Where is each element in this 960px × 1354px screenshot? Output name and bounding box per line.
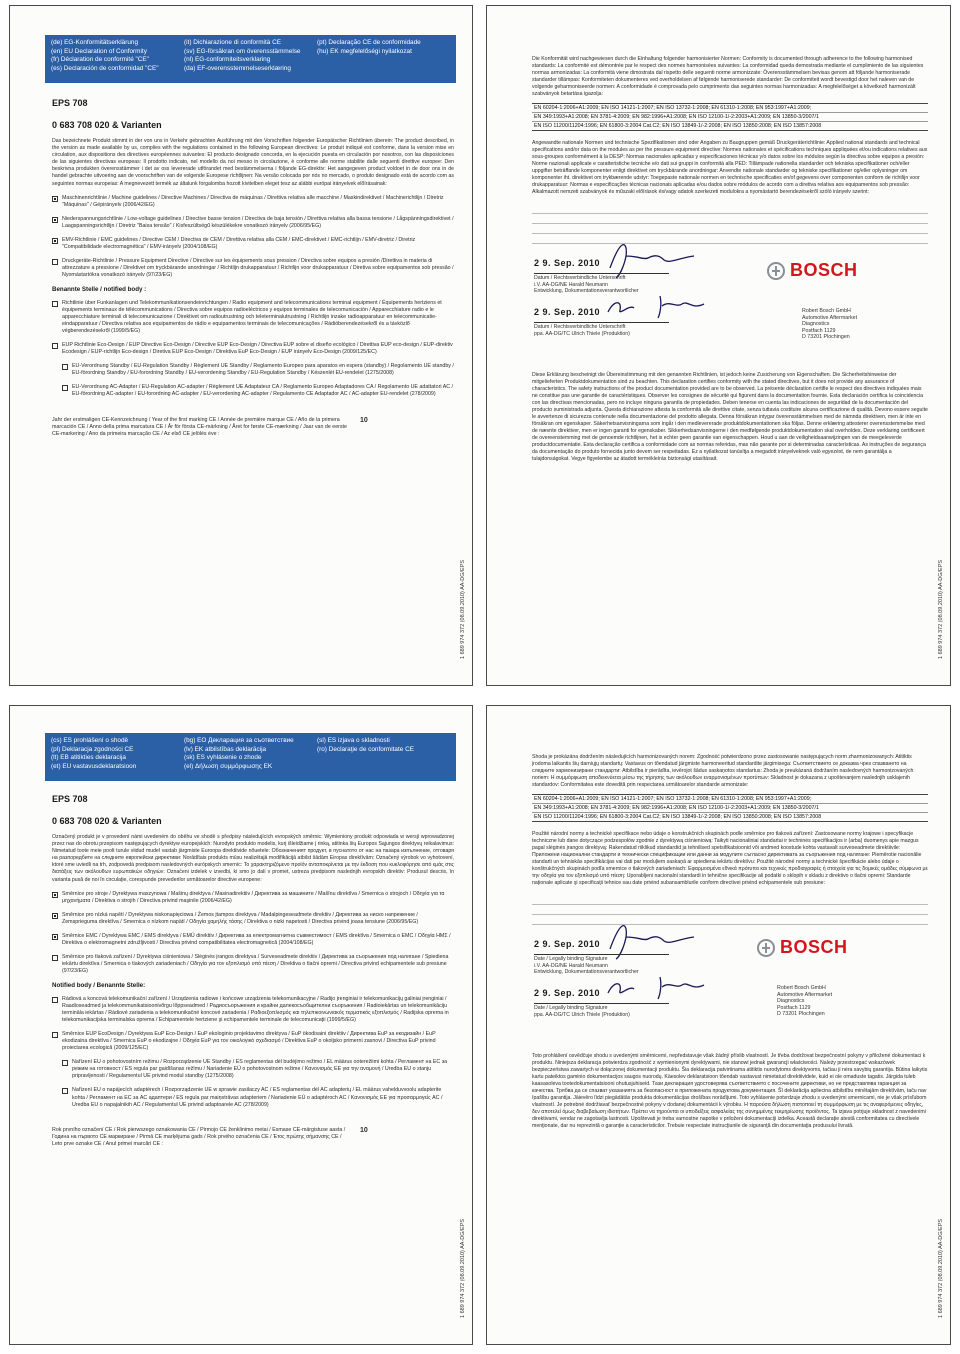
directive-item — [52, 216, 454, 230]
bosch-armature-icon — [767, 262, 785, 280]
checkbox-icon — [62, 1060, 68, 1066]
product-number-title: 0 683 708 020 & Varianten — [52, 816, 162, 826]
blank-line — [532, 204, 928, 214]
checkbox-icon — [52, 259, 58, 265]
first-marking-year-label: Jahr der erstmaligen CE-Kennzeichnung / Year of the first marking CE / Année de première marque CE / Año de la primera marcación CE / Anno della prima marcatura CE / År för första CE-märkning / Året for første CE-mærkning / Jaar van de eerste CE-markering / Ano da primeira marcação CE / Az első CE jelölés éve : — [52, 416, 347, 437]
bosch-logo — [767, 260, 858, 281]
banner-line: (pt) Declaração CE de conformidade — [317, 39, 421, 46]
directive-item — [62, 1059, 454, 1080]
banner-column-1 — [51, 737, 184, 777]
directive-text: Směrnice EUP EcoDesign / Dyrektywa EuP Eco-Design / EuP ekologinio projektavimo direktyva / EuP ökodisaini direktiiv / Директива EuP за екодизайн / EuP ekodizaina direktīva / Smernica EuP o ekodizajne / Οδηγία EuP για τον οικολογικό σχεδιασμό / Direktiva EuP o okoljsko primerni zasnovi / Directiva EuP privind proiectarea ecologică (2009/125/EC) — [62, 1030, 436, 1052]
blank-entry-lines — [532, 204, 928, 244]
document-code-text: 1 689 974 372 (08.09.2010) AA-DG/EPS — [938, 559, 944, 659]
checkbox-icon — [52, 196, 58, 202]
directive-item — [52, 258, 454, 279]
signature-block — [532, 933, 928, 1053]
declaration-page-2 — [486, 5, 951, 686]
disclaimer-paragraph: Diese Erklärung bescheinigt die Übereinstimmung mit den genannten Richtlinien, ist jedoch keine Zusicherung von Eigenschaften. Die Sicherheitshinweise der mitgelieferten Produktdokumentation sind zu beachten. This declaration certifies conformity with the stated directives, but it does not provide any assurance of characteristics. The safety instructions of the product documentation provided are to be observed. La présente déclaration certifie le respect des directives indiquées mais ne constitue pas une garantie de caractéristiques. Observer les consignes de sécurité qui figurent dans la documentation fournie. Esta declaración certifica la coincidencia con las directivas mencionadas, pero no incluye ninguna garantía de propiedades. Deben tenerse en cuenta las indicaciones de seguridad de la documentación del producto suministrada adjunta. Questa dichiarazione attesta la conformità alle direttive citate, senza tuttavia costituire alcuna certificazione di qualità. Devono essere seguite le avvertenze di sicurezza contenute nella documentazione del prodotto allegata. Denna försäkran intygar överensstämmelsen med de nämnda direktiven, men är inte en försäkran om egenskaper. Säkerhetsanvisningarna som ingår i den medlevererade produktdokumentationen ska följas. Denne erklæring attesterer overensstemmelse med de nævnte direktiver, men er ingen garanti for egenskaber. Sikkerhedsanvisningerne i den medfølgende produktdokumentation skal overholdes. Deze verklaring certificeert de overeenstemming met de genoemde richtlijnen, het is echter geen garantie van eigenschappen. Houd u aan de veiligheidsaanwijzingen van de meegeleverde productdocumentatie. Esta declaração certifica a conformidade com as normas referidas, mas não garante por si determinadas características. As instruções de segurança da documentação do produto fornecida junto devem ser respeitadas. Ez a nyilatkozat tanúsítja a megadott irányelveknek való egyezést, de nem garantálja a tulajdonságokat. Vegye figyelembe az átadott termékleírás biztonsági utasításait. — [532, 372, 928, 462]
national-standards-paragraph: Angewandte nationale Normen und technische Spezifikationen sind oder Angaben zu Baugruppen gemäß Druckgeräterichtlinie: Applied national standards and technical specifications and/or data on the modules as per the pressure equipment directive: Normes nationales et spécifications techniques appliquées et/ou indications relatives aux sous-groupes conformément à la DESP: Normas nacionales aplicadas y especificaciones técnicas y/o datos sobre los módulos según la directiva sobre equipos a presión: Norme nazionali applicate e caratteristiche tecniche e/o dati sui gruppi in conformità alla PED: Tillämpade nationella standarder och tekniska specifikationer och/eller uppgifter beträffande komponenter enligt direktivet om tryckbärande anordningar: Anvendte nationale standarder og tekniske specifikationer og/eller oplysninger om komponenter iht. direktivet om trykbærende udstyr: Toegepaste nationale normen en technische specificaties en/of gegevens over componenten conform de richtlijn voor drukapparatuur: Normas e especificações técnicas nacionais aplicadas e/ou dados sobre módulos de acordo com a diretiva relativa aos equipamentos sob pressão: Alkalmazott nemzeti szabványok és műszaki előírások és/vagy adatok szerkezeti modulokra a nyomástartó berendezésekről szóló irányelv szerint: — [532, 140, 928, 195]
signature-date-2: 2 9. Sep. 2010 — [534, 988, 601, 998]
declaration-page-4 — [486, 705, 951, 1345]
banner-line: (pl) Deklaracja zgodności CE — [51, 745, 134, 753]
standards-body — [532, 754, 928, 1324]
banner-line: (hu) EK megfelelőségi nyilatkozat — [317, 47, 412, 55]
caption-line: i.V. AA-DG/NE Harald Neumann — [534, 962, 608, 969]
directive-text: Richtlinie über Funkanlagen und Telekommunikationsendeinrichtungen / Radio equipment and telecommunications terminal equipment / Équipements hertziens et équipements terminaux de télécommunications / Directiva sobre equipos radioeléctricos y equipos terminales de telecomunicación / Apparecchiature radio e le apparecchiature terminali di telecomunicazione / Direktivet om radioutrustning och teleterminalutrustning / Richtlijn inzake radioapparatuur en telecommunicatie-eindapparatuur / Directiva relativa aos equipamentos de rádio e equipamentos terminais de telecomunicações / Rádióberendezésekről és a távközlő végberendezésekről (1999/5/EG) — [62, 299, 442, 334]
signature-block — [532, 252, 928, 372]
blank-line — [532, 915, 928, 925]
directive-text: Maschinenrichtlinie / Machine guidelines / Directive Machines / Directiva de máquinas / Direttiva relativa alle macchine / Maskindirektivet / Machinerichtlijn / Diretriz "Máquinas" / Gépirányelv (2006/42/EG) — [62, 194, 444, 208]
address-line: Robert Bosch GmbH — [777, 985, 826, 991]
banner-line: (fr) Déclaration de conformité "CE" — [51, 56, 149, 64]
product-model-title: EPS 708 — [52, 794, 88, 804]
declaration-page-3 — [9, 705, 473, 1345]
signature-caption-2 — [534, 1003, 669, 1018]
first-marking-year-row — [52, 417, 454, 438]
address-line: Diagnostics — [777, 998, 805, 1005]
standards-body — [532, 56, 928, 665]
banner-line: (bg) ЕО Декларация за съответствие — [184, 737, 294, 744]
checkbox-icon — [52, 343, 58, 349]
address-line: Postfach 1129 — [802, 327, 836, 334]
caption-line: Entwicklung, Dokumentationsverantwortlicher — [534, 288, 639, 294]
document-code — [934, 419, 944, 659]
blank-line — [532, 214, 928, 224]
banner-line: (lv) EK atbilstības deklarācija — [184, 745, 267, 753]
caption-line: Date / Legally binding Signature — [534, 956, 608, 962]
checkbox-icon — [52, 934, 58, 940]
product-number-title: 0 683 708 020 & Varianten — [52, 120, 162, 130]
standards-row: EN 60204-1:2006+A1:2009; EN ISO 14121-1:2007; EN ISO 13732-1:2008; EN 61310-1:2008; EN 953:1997+A1:2009; — [532, 795, 928, 804]
bosch-wordmark: BOSCH — [790, 260, 858, 280]
first-marking-year-label: Rok prvního označení CE / Rok pierwszego oznakowania CE / Pirmojo CE ženklinimo metai / Esmase CE-märgistuse aasta / Година на първото CE маркиране / Pirmā CE marķējuma gads / Rok prvého označenia CE / Έτος πρώτης σήμανσης CE / Leto prve oznake CE / Anul primei marcări CE : — [52, 1126, 346, 1147]
directive-text: Druckgeräte-Richtlinie / Pressure Equipment Directive / Directive sur les équipements sous pression / Directiva sobre equipos a presión /Direttiva in materia di attrezzature a pressione / Direktivet om tryckbärande anordningar / Richtlijn drukapparatuur / Richtlijn voor drukapparatuur / Diretiva sobre equipamentos sob pressão / Nyomástartókra vonatkozó irányelv (97/23/EG) — [62, 258, 454, 279]
caption-line: ppa. AA-DG/TC Ulrich Thiele (Produktion) — [534, 330, 630, 337]
banner-line: (it) Dichiarazione di conformità CE — [184, 39, 281, 46]
document-code-text: 1 689 974 372 (08.09.2010) AA-DG/EPS — [460, 559, 466, 659]
address-line: Automotive Aftermarket — [802, 314, 858, 321]
signature-2-icon — [604, 971, 714, 1001]
standards-intro-paragraph: Shoda je prokázána dodržením následujících harmonizovaných norem: Zgodność potwierdzono przez zastosowanie następujących norm zharmonizowanych: Atitiktis įrodoma laikantis šių darniųjų standartų: Vastavus on tõendatud järgmiste harmoneeritud standardite järgimisega: Съответствието се доказва чрез спазването на следните хармонизирани стандарти: Atbilstība ir pierādīta, ievērojot šādus saskaņotos standartus: Zhoda je preukázaná dodržaním nasledovných harmonizovaných noriem: Η συμμόρφωση αποδεικνύεται μέσω της τήρησης των ακόλουθων εναρμονισμένων προτύπων: Skladnost je dokazana z upoštevanjem naslednjih usklajenih standardov: Conformitatea este dovedită prin respectarea următoarelor standarde armonizate: — [532, 754, 914, 788]
bosch-wordmark: BOSCH — [780, 937, 848, 957]
directive-text: EU-Verordnung AC-Adapter / EU-Regulation AC-adapter / Règlement UE Adaptateur CA / Reglamento Europeo Adaptadores CA / Regolamento UE adattatori AC / EU-förordning AC-adapter / EU-forordning AC-adapter / EU-verordening AC-adapter / Regulamento CE Adaptador AC / AC-adapter EU-rendelet (278/2009) — [72, 384, 454, 398]
standards-row: EN ISO 11200/11204:1996; EN 61800-3:2004 Cat.C2; EN ISO 13849-1/-2:2008; EN ISO 13850:2008; EN ISO 13857:2008 — [534, 814, 822, 820]
national-standards-paragraph: Použité národní normy a technické specifikace nebo údaje o konstrukčních skupinách podle směrnice pro tlaková zařízení: Zastosowane normy krajowe i specyfikacje techniczne lub dane dotyczące podzespołów zgodnie z dyrektywą ciśnieniową: Taikyti nacionaliniai standartai ir techninės specifikacijos ir (arba) duomenys apie mazgus pagal slėginės įrangos direktyvą: Rakendatud riiklikud standardid ja tehnilised spetsifikatsioonid või andmed koostude kohta vastavalt surveseadmete direktiivile: Приложени национални стандарти и технически спецификации или данни за модулите съгласно директивата за съоръжения под налягане: Piemērotie nacionālie standarti un tehniskās specifikācijas vai dati par moduļiem saskaņā ar spiediena iekārtu direktīvu: Použité národné normy a technické špecifikácie alebo údaje o konštrukčných skupinách podľa smernice o tlakových zariadeniach: Εφαρμοσμένα εθνικά πρότυπα και τεχνικές προδιαγραφές ή στοιχεία για τις δομικές ομάδες σύμφωνα με την οδηγία για τον εξοπλισμό υπό πίεση: Uporabljeni nacionalni standardi in tehnične specifikacije ali podatki o sklopih v skladu z direktivo o tlačni opremi: Standarde naţionale aplicate şi specificaţii tehnice sau date privind subansamblurile conform directivei privind echipamentele sub presiune: — [532, 831, 928, 886]
blank-entry-lines — [532, 895, 928, 925]
directive-item — [52, 996, 454, 1024]
blank-line — [532, 234, 928, 244]
banner-column-1 — [51, 39, 184, 79]
directive-text: EUP Richtlinie Eco-Design / EUP Directive Eco-Design / Directive EUP Eco-Design / Directiva EUP sobre el diseño ecológico / Direttiva EUP eco-design / EUP-direktiv Ecodesign / EUP-richtlijn Eco-design / Diretiva EUP Eco-Design / Direktiva EuP Eco-Design / EUP irányelv Eco-Design (2009/125/EC) — [62, 341, 453, 356]
signature-date-2: 2 9. Sep. 2010 — [534, 307, 601, 317]
bosch-armature-icon — [757, 939, 775, 957]
checkbox-icon — [52, 913, 58, 919]
banner-line: (sk) ES vyhlásenie o zhode — [184, 754, 262, 762]
address-line: Diagnostics — [802, 321, 830, 328]
caption-line: Entwicklung, Dokumentationsverantwortlicher — [534, 969, 639, 975]
language-header-banner — [45, 35, 456, 83]
notified-body-label: Notified body / Benannte Stelle: — [52, 981, 146, 989]
document-code — [934, 1078, 944, 1318]
notified-body-label: Benannte Stelle / notified body : — [52, 285, 147, 293]
company-address — [802, 308, 857, 341]
checkbox-icon — [52, 217, 58, 223]
banner-column-2 — [184, 737, 317, 777]
checkbox-icon — [62, 364, 68, 370]
first-marking-year-value: 10 — [360, 416, 368, 424]
banner-column-3 — [317, 39, 450, 79]
caption-line: i.V. AA-DG/NE Harald Neumann — [534, 281, 608, 288]
intro-paragraph: Označený produkt je v provedení námi uvedeném do oběhu ve shodě s předpisy následujících evropských směrnic: Wymieniony produkt odpowiada w wersji wprowadzonej przez nas do obrotu przepisom następujących dyrektyw europejskich: Nurodyto produkto modelis, kurį išleidžiame į rinką, atitinka šių Europos Sąjungos direktyvų reikalavimus: Nimetatud toote meie poolt turule viidud mudel vastab järgmiste Euroopa direktiivide nõuetele: Обозначеният продукт, в пуснатото от нас на пазара изпълнение, отговаря на разпоредбите на следните европейски директиви: Norādītais produkts mūsu realizētajā modifikācijā atbilst šādām Eiropas direktīvām: Označený výrobok vo vyhotovení, ktoré sme uviedli na trh, zodpovedá predpisom nasledovných európskych smerníc: Το χαρακτηριζόμενο προϊόν ανταποκρίνεται με την έκδοση που κυκλοφόρησε από εμάς στις διατάξεις των ακόλουθων ευρωπαϊκών οδηγιών: Označeni izdelek v izvedbi, ki smo jo dali v promet, ustreza predpisom naslednjih evropskih direktiv: Produsul descris, în varianta pusă de noi în circulaţie, corespunde prevederilor următoarelor directive europene: — [52, 834, 454, 883]
standards-row: EN 60204-1:2006+A1:2009; EN ISO 14121-1:2007; EN ISO 13732-1:2008; EN 61310-1:2008; EN 953:1997+A1:2009; — [532, 104, 928, 113]
checkbox-icon — [62, 385, 68, 391]
first-marking-year-value: 10 — [360, 1126, 368, 1134]
directive-text: Směrnice pro tlaková zařízení / Dyrektywa ciśnieniowa / Slėginės įrangos direktyva / Surveseadmete direktiiv / Директива за съоръжения под налягане / Spiediena iekārtu direktīva / Smernica o tlakových zariadeniach / Οδηγία για τον εξοπλισμό υπό πίεση / Direktiva o tlačni opremi / Directiva privind echipamentele sub presiune (97/23/EG) — [62, 954, 449, 975]
caption-line: ppa. AA-DG/TC Ulrich Thiele (Produktion) — [534, 1011, 630, 1018]
banner-line: (cs) ES prohlášení o shodě — [51, 737, 129, 744]
caption-line: Datum / Rechtsverbindliche Unterschrift — [534, 324, 626, 330]
banner-column-2 — [184, 39, 317, 79]
directive-item — [52, 342, 454, 356]
banner-line: (en) EU Declaration of Conformity — [51, 47, 147, 55]
banner-line: (nl) EG-conformiteitsverklaring — [184, 56, 271, 64]
directive-item — [52, 933, 454, 947]
standards-row: EN 349:1993+A1:2008; EN 3781-4:2009; EN 982:1996+A1:2008; EN ISO 12100-1/-2:2003+A1:2009; EN 13850-3/2007/1 — [532, 113, 928, 122]
directive-text: Nařízení EU o pohotovostním režimu / Rozporządzenie UE Standby / ES reglamentas dėl budėjimo režimo / EL määrus ooterežiimi kohta / Регламент на ЕС за режим на готовност / ES regula par gaidīšanas režīmu / Nariadenie EÚ o pohotovostnom režime / Κανονισμός ΕΕ για την αναμονή / Uredba EU o stanju pripravljenosti / Regulamentul UE privind modul standby (1275/2008) — [72, 1059, 448, 1080]
document-code-text: 1 689 974 372 (08.09.2010) AA-DG/EPS — [460, 1218, 466, 1318]
document-code — [456, 1078, 466, 1318]
address-line: D 73201 Plochingen — [802, 334, 850, 341]
address-line: Postfach 1129 — [777, 1004, 811, 1011]
blank-line — [532, 895, 928, 905]
directive-text: EU-Verordnung Standby / EU-Regulation Standby / Règlement UE Standby / Reglamento Europeo para aparatos en espera (standby) / Regolamento UE standby / EU-förordning Standby / EU-forordning Standby / EU-verordening Standby / EU-Regulation Standby / Készenlét EU-rendelet (1275/2008) — [72, 363, 454, 377]
directive-item — [52, 237, 454, 251]
directive-item — [52, 300, 454, 335]
banner-line: (ro) Declaraţie de conformitate CE — [317, 745, 414, 753]
directive-text: Směrnice pro nízká napětí / Dyrektywa niskonapięciowa / Žemos įtampos direktyva / Madalpingeseadmete direktiiv / Директива за ниско напрежение / Zemsprieguma direktīva / Smernica o nízkom napätí / Οδηγία χαμηλής τάσης / Direktiva o nizki napetosti / Directiva privind joasa tensiune (2006/95/EG) — [62, 911, 419, 925]
checkbox-icon — [52, 892, 58, 898]
banner-line: (de) EG-Konformitätserklärung — [51, 39, 139, 46]
directive-text: Niederspannungsrichtlinie / Low-voltage guidelines / Directive basse tension / Directiva de baja tensión / Direttiva relativa alla bassa tensione / Lågspänningsdirektivet / Laagspanningsrichtlijn / Diretriz "Baixa tensão" / Kisfeszültségű készülékekre vonatkozó irányelv (2006/95/EG) — [62, 215, 454, 229]
blank-line — [532, 224, 928, 234]
standards-row: EN ISO 11200/11204:1996; EN 61800-3:2004 Cat.C2; EN ISO 13849-1/-2:2008; EN ISO 13850:2008; EN ISO 13857:2008 — [534, 123, 822, 129]
blank-line — [532, 905, 928, 915]
directive-item — [62, 1087, 454, 1108]
address-line: D 73201 Plochingen — [777, 1011, 825, 1018]
checkbox-icon — [52, 301, 58, 307]
standards-intro-paragraph: Die Konformität wird nachgewiesen durch die Einhaltung folgender harmonisierter Normen: Conformity is documented through adherence to the following harmonised standards: La conformité est démontrée par le respect des normes harmonisées suivantes: La conformidad queda demostrada mediante el cumplimiento de las siguientes normas armonizadas: La conformità viene dimostrata dal rispetto delle seguenti norme armonizzate: Överensstämmelsen bevisas genom att följande harmoniserade standarder tillämpas: Konformiteten dokumenteres ved overholdelsen af følgende harmoniserede standarder: De conformiteit wordt bevestigd door het naleven van de volgende geharmoniseerde normen: A conformidade é comprovada pelo cumprimento das seguintes normas harmonizadas: A megfelelőséget a következő harmonizált szabványok betartása igazolja: — [532, 56, 924, 97]
directive-text: Rádiová a koncová telekomunikační zařízení / Urządzenia radiowe i końcowe urządzenia telekomunikacyjne / Radijo įrenginiai ir telekomunikacijų galiniai įrenginiai / Raadioseadmed ja telekommunikatsioonivõrgu lõppseadmed / Радиосъоръжения и крайни далекосъобщителни съоръжения / Radioiekārtas un telekomunikāciju termināla iekārtas / Rádiové zariadenia a telekomunikačné koncové zariadenia / Ραδιοεξοπλισμός και τηλεπικοινωνιακός τερματικός εξοπλισμός / Radijska oprema in telekomunikacijska terminalska oprema / Echipamentele hertziene şi echipamentele terminale de telecomunicaţii (1999/5/EG) — [62, 995, 449, 1023]
checkbox-icon — [52, 955, 58, 961]
intro-paragraph: Das bezeichnete Produkt stimmt in der von uns in Verkehr gebrachten Ausführung mit den Vorschriften folgender Europäischer Richtlinien überein: The product described, in the version as made available by us, complies with the regulations contained in the following European directives: Le produit indiqué est conforme, dans la version mise en circulation, aux dispositions des directives européennes suivantes: El producto designado concorda, en la ejecución puesta en circulación por nosotros, con las disposiciones de las siguientes directivas europeas: Il prodotto indicato, nel modello da noi messo in circolazione, è conforme alle norme stabilite dalle seguenti direttive europee: Den beskrivna produkten överensstämmer i det av oss levererade utförandet med bestämmelserna i följande EG-direktiv: Het aangegeven product voldoet in de door ons in de handel gebrachte uitvoering aan de voorschriften van de volgende Europese richtlijnen: Na versão colocada por nós no mercado, o produto designado está de acordo com as seguintes normas europeias: A megnevezett termék az általunk forgalomba hozott kivitelben eleget tesz az alábbi európai irányelvek előírásainak: — [52, 138, 454, 187]
banner-line: (sl) ES izjava o skladnosti — [317, 737, 390, 744]
directive-item — [52, 954, 454, 975]
checkbox-icon — [52, 1032, 58, 1038]
directive-text: Směrnice pro stroje / Dyrektywa maszynowa / Mašinų direktyva / Masinadirektiiv / Директива за машините / Mašīnu direktīva / Smernica o strojoch / Οδηγία για τα μηχανήματα / Direktiva o strojih / Directiva privind maşinile (2006/42/EG) — [62, 890, 445, 904]
address-line: Automotive Aftermarket — [777, 991, 833, 998]
checkbox-icon — [62, 1088, 68, 1094]
directive-text: EMV-Richtlinie / EMC guidelines / Directive CEM / Directiva de CEM / Direttiva relativa alla CEM / EMC-direktivet / EMC-richtlijn / EMV-diretriz / Diretriz "Compatibilidade electromagnética" / EMV-irányelv (2004/108/EG) — [62, 237, 416, 251]
declaration-body — [52, 790, 454, 1316]
document-code — [456, 419, 466, 659]
banner-line: (et) EÜ vastavusdeklaratsioon — [51, 762, 137, 770]
signature-caption-2 — [534, 322, 669, 337]
standards-table — [532, 794, 928, 822]
caption-line: Datum / Rechtsverbindliche Unterschrift — [534, 275, 626, 281]
address-line: Robert Bosch GmbH — [802, 308, 851, 314]
checkbox-icon — [52, 238, 58, 244]
banner-line: (es) Declaración de conformidad "CE" — [51, 64, 159, 72]
directive-item — [52, 1031, 454, 1052]
directive-item — [62, 384, 454, 398]
banner-line: (lt) EB atitikties deklaracija — [51, 754, 126, 762]
document-code-text: 1 689 974 372 (08.09.2010) AA-DG/EPS — [938, 1218, 944, 1318]
declaration-body — [52, 94, 454, 657]
signature-2-icon — [604, 290, 714, 320]
product-model-title: EPS 708 — [52, 98, 88, 108]
company-address — [777, 985, 832, 1018]
directive-text: Směrnice EMC / Dyrektywa EMC / EMS direktyva / EMÜ direktiiv / Директива за електромагнитна съвместимост / EMS direktīva / Smernica o EMC / Οδηγία ΗΜΣ / Direktiva o elektromagnetni združljivosti / Directiva privind compatibilitatea electromagnetică (2004/108/EG) — [62, 933, 451, 947]
banner-line: (sv) EG-försäkran om överensstämmelse — [184, 47, 301, 55]
language-header-banner — [45, 733, 456, 781]
caption-line: Date / Legally binding Signature — [534, 1005, 608, 1011]
checkbox-icon — [52, 997, 58, 1003]
disclaimer-paragraph: Toto prohlášení osvědčuje shodu s uvedenými směrnicemi, nepředstavuje však žádný příslib vlastností. Je třeba dodržovat bezpečnostní pokyny v přiložené dokumentaci k produktu. Niniejsza deklaracja potwierdza zgodność z wymienionymi dyrektywami, nie stanowi jednak gwarancji właściwości. Należy przestrzegać wskazówek bezpieczeństwa zawartych w dołączonej dokumentacji produktu. Šia deklaracija patvirtinama atitiktis nurodytoms direktyvoms, tačiau ji nėra savybių garantija. Būtina laikytis kartu pateiktos gaminio dokumentacijos saugos nuorodų. Käesolev deklaratsioon tõendab vastavust nimetatud direktiividele, kuid ei ole omaduste tagatis. Järgida tuleb kaasasoleva tootedokumentatsiooni ohutusjuhiseid. Тази декларация удостоверява съответствието с посочените директиви, но не представлява гаранция за качества. Трябва да се спазват указанията за безопасност в приложената продуктова документация. Šī deklarācija apliecina atbilstību minētajām direktīvām, taču nav īpašību garantija. Jāievēro līdzi piegādātās produkta dokumentācijas drošības norādījumi. Toto vyhlásenie potvrdzuje zhodu s uvedenými smernicami, nie je však prísľubom vlastností. Je potrebné dodržiavať bezpečnostné pokyny v dodanej dokumentácii k výrobku. Η παρούσα δήλωση πιστοποιεί τη συμμόρφωση με τις αναφερόμενες οδηγίες, δεν αποτελεί όμως διαβεβαίωση ιδιοτήτων. Πρέπει να τηρούνται οι υποδείξεις ασφαλείας της συνημμένης τεκμηρίωσης προϊόντος. Ta izjava potrjuje skladnost z navedenimi direktivami, vendar ne zagotavlja lastnosti. Upoštevati je treba varnostne napotke v priloženi dokumentaciji izdelka. Această declaraţie atestă conformitatea cu directivele menţionate, dar nu reprezintă o garanţie a caracteristicilor. Trebuie respectate instrucţiunile de siguranţă din documentaţia produsului livrată. — [532, 1053, 928, 1129]
bosch-logo — [757, 937, 848, 958]
directive-item — [52, 891, 454, 905]
banner-line: (da) EF-overensstemmelseserklæring — [184, 64, 291, 72]
banner-column-3 — [317, 737, 450, 777]
signature-date-1: 2 9. Sep. 2010 — [534, 258, 601, 268]
directive-item — [62, 363, 454, 377]
directive-item — [52, 195, 454, 209]
declaration-page-1 — [9, 5, 473, 686]
standards-row: EN 349:1993+A1:2008; EN 3781-4:2009; EN 982:1996+A1:2008; EN ISO 12100-1/-2:2003+A1:2009; EN 13850-3/2007/1 — [532, 804, 928, 813]
first-marking-year-row — [52, 1127, 454, 1148]
signature-date-1: 2 9. Sep. 2010 — [534, 939, 601, 949]
standards-table — [532, 103, 928, 131]
banner-line: (el) Δήλωση συμμόρφωσης ΕΚ — [184, 762, 273, 770]
directive-text: Nařízení EU o napájecích adaptérech / Rozporządzenie UE w sprawie zasilaczy AC / ES reglamentas dėl AC adapterių / EL määrus vahelduvvoolu adapterite kohta / Регламент на ЕС за AC адаптери / ES regula par maiņstrāvas adapteriem / Nariadenie EÚ o adaptéroch AC / Κανονισμός ΕΕ για προσαρμογείς AC / Uredba EU o napajalnikih AC / Regulamentul UE privind adaptoarele AC (278/2009) — [72, 1087, 443, 1108]
directive-item — [52, 912, 454, 926]
